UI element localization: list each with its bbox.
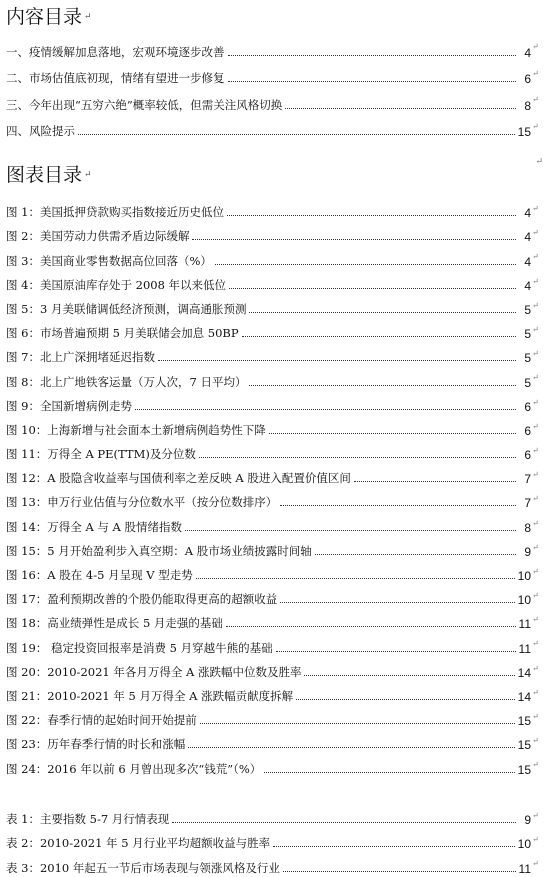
return-icon: ↵ [532, 42, 539, 52]
entry-title: 图 23：历年春季行情的时长和涨幅 [6, 737, 186, 752]
entry-title: 图 2：美国劳动力供需矛盾边际缓解 [6, 229, 190, 244]
list-item[interactable] [6, 511, 540, 535]
return-icon: ↵ [532, 349, 539, 359]
return-icon: ↵ [532, 470, 539, 480]
entry-title: 图 19： 稳定投资回报率是消费 5 月穿越牛熊的基础 [6, 640, 273, 655]
return-icon: ↵ [532, 542, 539, 552]
page-number: 11 [518, 641, 531, 656]
page-number: 7 [524, 472, 531, 487]
dot-leader [172, 822, 516, 823]
list-item[interactable] [6, 681, 540, 705]
entry-title: 图 6：市场普遍预期 5 月美联储会加息 50BP [6, 326, 239, 341]
return-icon: ↵ [532, 276, 539, 286]
return-icon: ↵ [532, 811, 539, 821]
return-icon: ↵ [532, 300, 539, 310]
dot-leader [229, 288, 516, 289]
dot-leader [199, 457, 516, 458]
entry-title: 图 16：A 股在 4-5 月呈现 V 型走势 [6, 568, 193, 582]
entry-title: 图 24：2016 年以前 6 月曾出现多次“钱荒”（%） [6, 761, 262, 776]
return-icon: ↵ [532, 122, 539, 132]
page-number: 6 [524, 423, 531, 438]
list-item[interactable] [6, 342, 540, 366]
entry-title: 表 2：2010-2021 年 5 月行业平均超额收益与胜率 [6, 836, 271, 851]
toc-entry[interactable] [6, 34, 540, 61]
entry-title: 图 13：申万行业估值与分位数水平（按分位数排序） [6, 495, 278, 510]
page-number: 9 [524, 544, 531, 559]
dot-leader [280, 602, 514, 603]
entry-title: 二、市场估值底初现，情绪有望进一步修复 [6, 71, 225, 86]
entry-title: 表 1：主要指数 5-7 月行情表现 [6, 812, 170, 827]
dot-leader [283, 871, 516, 872]
entry-title: 图 1：美国抵押贷款购买指数接近历史低位 [6, 205, 224, 220]
list-item[interactable] [6, 439, 540, 463]
list-item[interactable] [6, 632, 540, 656]
list-item[interactable] [6, 536, 540, 560]
page-number: 4 [524, 254, 531, 269]
dot-leader [185, 530, 516, 531]
page-number: 15 [517, 738, 531, 753]
entry-title: 图 8：北上广地铁客运量（万人次，7 日平均） [6, 374, 247, 389]
page-number: 6 [524, 448, 531, 463]
entry-title: 图 7：北上广深拥堵延迟指数 [6, 350, 155, 365]
dot-leader [264, 772, 514, 773]
list-item[interactable] [6, 729, 540, 753]
entry-title: 图 11：万得全 A PE(TTM)及分位数 [6, 447, 196, 462]
page-number: 6 [524, 72, 531, 87]
page-number: 9 [524, 813, 531, 828]
page-number: 5 [524, 302, 531, 317]
entry-title: 三、今年出现“五穷六绝”概率较低，但需关注风格切换 [6, 97, 283, 112]
dot-leader [215, 264, 516, 265]
heading-return-icon: ↵ [84, 170, 92, 180]
list-item[interactable] [6, 560, 540, 584]
dot-leader [285, 108, 516, 109]
list-item[interactable] [6, 608, 540, 632]
entry-title: 图 3：美国商业零售数据高位回落（%） [6, 253, 212, 268]
entry-title: 一、疫情缓解加息落地，宏观环境逐步改善 [6, 44, 225, 59]
entry-title: 图 18：高业绩弹性是成长 5 月走强的基础 [6, 616, 223, 631]
return-icon: ↵ [532, 639, 539, 649]
return-icon: ↵ [532, 68, 539, 78]
return-icon: ↵ [532, 736, 539, 746]
dot-leader [200, 723, 515, 724]
dot-leader [135, 409, 516, 410]
return-icon: ↵ [532, 445, 539, 455]
list-item[interactable] [6, 657, 540, 681]
return-icon: ↵ [532, 494, 539, 504]
entry-title: 图 22：春季行情的起始时间开始提前 [6, 713, 197, 728]
list-item[interactable] [6, 828, 540, 852]
list-item[interactable] [6, 487, 540, 511]
entry-title: 图 9：全国新增病例走势 [6, 398, 132, 413]
page-number: 15 [517, 714, 531, 729]
return-icon: ↵ [532, 591, 539, 601]
list-item[interactable] [6, 463, 540, 487]
return-icon: ↵ [532, 760, 539, 770]
page-number: 5 [524, 351, 531, 366]
dot-leader [78, 134, 515, 135]
return-icon: ↵ [532, 204, 539, 214]
dot-leader [280, 505, 516, 506]
entry-title: 图 5：3 月美联储调低经济预测，调高通胀预测 [6, 301, 247, 316]
figures-list [6, 197, 540, 778]
list-item[interactable] [6, 391, 540, 415]
dot-leader [242, 336, 516, 337]
list-item[interactable] [6, 245, 540, 269]
return-icon: ↵ [532, 615, 539, 625]
page-number: 7 [524, 496, 531, 511]
dot-leader [273, 846, 514, 847]
page-number: 5 [524, 375, 531, 390]
toc-entry[interactable] [6, 61, 540, 88]
figures-title-text: 图表目录 [6, 164, 83, 186]
list-item[interactable] [6, 366, 540, 390]
dot-leader [249, 312, 516, 313]
page-number: 5 [524, 327, 531, 342]
entry-title: 四、风险提示 [6, 124, 75, 139]
page-number: 14 [517, 665, 531, 680]
list-item[interactable] [6, 705, 540, 729]
dot-leader [192, 239, 516, 240]
list-item[interactable] [6, 753, 540, 777]
contents-title [6, 6, 92, 28]
page-number: 4 [524, 278, 531, 293]
dot-leader [304, 675, 514, 676]
page-number: 10 [517, 569, 531, 583]
entry-title: 图 14：万得全 A 与 A 股情绪指数 [6, 519, 183, 534]
paragraph-return-icon: ↵ [535, 157, 543, 167]
list-item[interactable] [6, 270, 540, 294]
list-item[interactable] [6, 415, 540, 439]
heading-return-icon: ↵ [84, 12, 92, 22]
entry-title: 图 20：2010-2021 年各月万得全 A 涨跌幅中位数及胜率 [6, 664, 302, 679]
page-number: 6 [524, 399, 531, 414]
toc-entry[interactable] [6, 114, 540, 141]
dot-leader [228, 81, 517, 82]
entry-title: 表 3：2010 年起五一节后市场表现与领涨风格及行业 [6, 860, 280, 875]
page-number: 4 [524, 230, 531, 245]
tables-list [6, 804, 540, 877]
page-number: 4 [524, 206, 531, 221]
list-item[interactable] [6, 197, 540, 221]
page-number: 11 [518, 617, 531, 632]
return-icon: ↵ [532, 95, 539, 105]
dot-leader [228, 55, 517, 56]
return-icon: ↵ [532, 712, 539, 722]
list-item[interactable] [6, 318, 540, 342]
list-item[interactable] [6, 221, 540, 245]
list-item[interactable] [6, 804, 540, 828]
list-item[interactable] [6, 294, 540, 318]
dot-leader [269, 433, 516, 434]
page-number: 11 [518, 861, 531, 876]
entry-title: 图 21：2010-2021 年 5 月万得全 A 涨跌幅贡献度拆解 [6, 688, 294, 703]
dot-leader [188, 747, 514, 748]
entry-title: 图 15：5 月开始盈利步入真空期：A 股市场业绩披露时间轴 [6, 543, 312, 558]
dot-leader [226, 626, 516, 627]
entry-title: 图 17：盈利预期改善的个股仍能取得更高的超额收益 [6, 592, 278, 607]
page-number: 10 [517, 837, 531, 852]
return-icon: ↵ [532, 663, 539, 673]
return-icon: ↵ [532, 228, 539, 238]
dot-leader [249, 385, 516, 386]
dot-leader [196, 578, 515, 579]
return-icon: ↵ [532, 687, 539, 697]
page-number: 15 [517, 762, 531, 777]
dot-leader [227, 215, 516, 216]
page-number: 10 [517, 593, 531, 608]
contents-title-text: 内容目录 [6, 6, 83, 28]
entry-title: 图 12：A 股隐含收益率与国债利率之差反映 A 股进入配置价值区间 [6, 471, 351, 486]
return-icon: ↵ [532, 397, 539, 407]
page-number: 15 [517, 125, 531, 140]
dot-leader [296, 699, 515, 700]
return-icon: ↵ [532, 835, 539, 845]
entry-title: 图 10：上海新增与社会面本土新增病例趋势性下降 [6, 422, 266, 437]
entry-title: 图 4：美国原油库存处于 2008 年以来低位 [6, 277, 227, 292]
dot-leader [276, 651, 516, 652]
dot-leader [354, 481, 516, 482]
page-number: 14 [517, 689, 531, 704]
return-icon: ↵ [532, 373, 539, 383]
toc-entry[interactable] [6, 87, 540, 114]
return-icon: ↵ [532, 859, 539, 869]
return-icon: ↵ [532, 518, 539, 528]
return-icon: ↵ [532, 421, 539, 431]
contents-list [6, 34, 540, 140]
dot-leader [315, 554, 516, 555]
page-number: 8 [524, 98, 531, 113]
return-icon: ↵ [532, 566, 539, 576]
page-number: 8 [524, 520, 531, 535]
return-icon: ↵ [532, 325, 539, 335]
list-item[interactable] [6, 584, 540, 608]
page-number: 4 [524, 45, 531, 60]
dot-leader [158, 360, 516, 361]
return-icon: ↵ [532, 252, 539, 262]
figures-title [6, 164, 92, 186]
